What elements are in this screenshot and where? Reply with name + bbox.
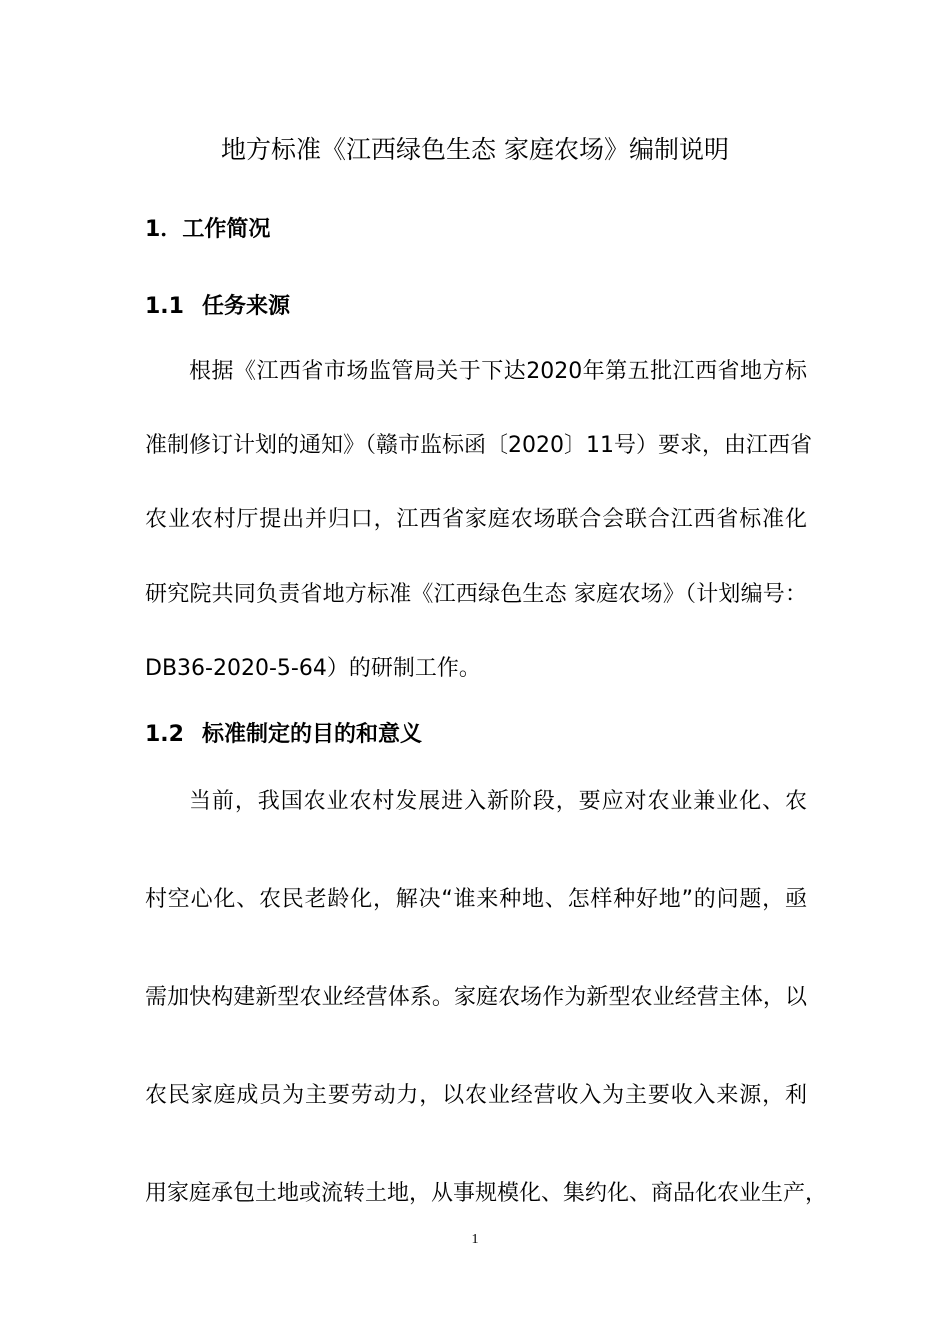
paragraph-line: 准制修订计划的通知》（赣市监标函〔2020〕11号）要求，由江西省: [145, 433, 812, 458]
section-number: 1．: [145, 217, 183, 242]
section-heading-1-2: [145, 720, 422, 750]
section-title: 标准制定的目的和意义: [201, 722, 422, 747]
paragraph-line: 当前，我国农业农村发展进入新阶段，要应对农业兼业化、农: [189, 789, 807, 814]
section-number: 1.2: [145, 722, 184, 747]
paragraph-line: 农业农村厅提出并归口，江西省家庭农场联合会联合江西省标准化: [145, 507, 807, 532]
page-number: 1: [471, 1232, 479, 1247]
paragraph-line: DB36-2020-5-64）的研制工作。: [145, 656, 481, 681]
paragraph-line: 用家庭承包土地或流转土地，从事规模化、集约化、商品化农业生产，: [145, 1181, 828, 1206]
section-heading-1-1: [145, 292, 290, 322]
paragraph-line: 需加快构建新型农业经营体系。家庭农场作为新型农业经营主体，以: [145, 985, 807, 1010]
section-title: 工作简况: [182, 217, 271, 242]
paragraph-line: 根据《江西省市场监管局关于下达2020年第五批江西省地方标: [189, 359, 807, 384]
paragraph-line: 农民家庭成员为主要劳动力，以农业经营收入为主要收入来源，利: [145, 1083, 807, 1108]
paragraph-line: 村空心化、农民老龄化，解决“谁来种地、怎样种好地”的问题，亟: [145, 887, 807, 912]
document-title: 地方标准《江西绿色生态 家庭农场》编制说明: [221, 135, 729, 164]
section-title: 任务来源: [201, 294, 290, 319]
paragraph-line: 研究院共同负责省地方标准《江西绿色生态 家庭农场》（计划编号：: [145, 582, 807, 607]
section-heading-1: [145, 215, 270, 245]
section-number: 1.1: [145, 294, 184, 319]
